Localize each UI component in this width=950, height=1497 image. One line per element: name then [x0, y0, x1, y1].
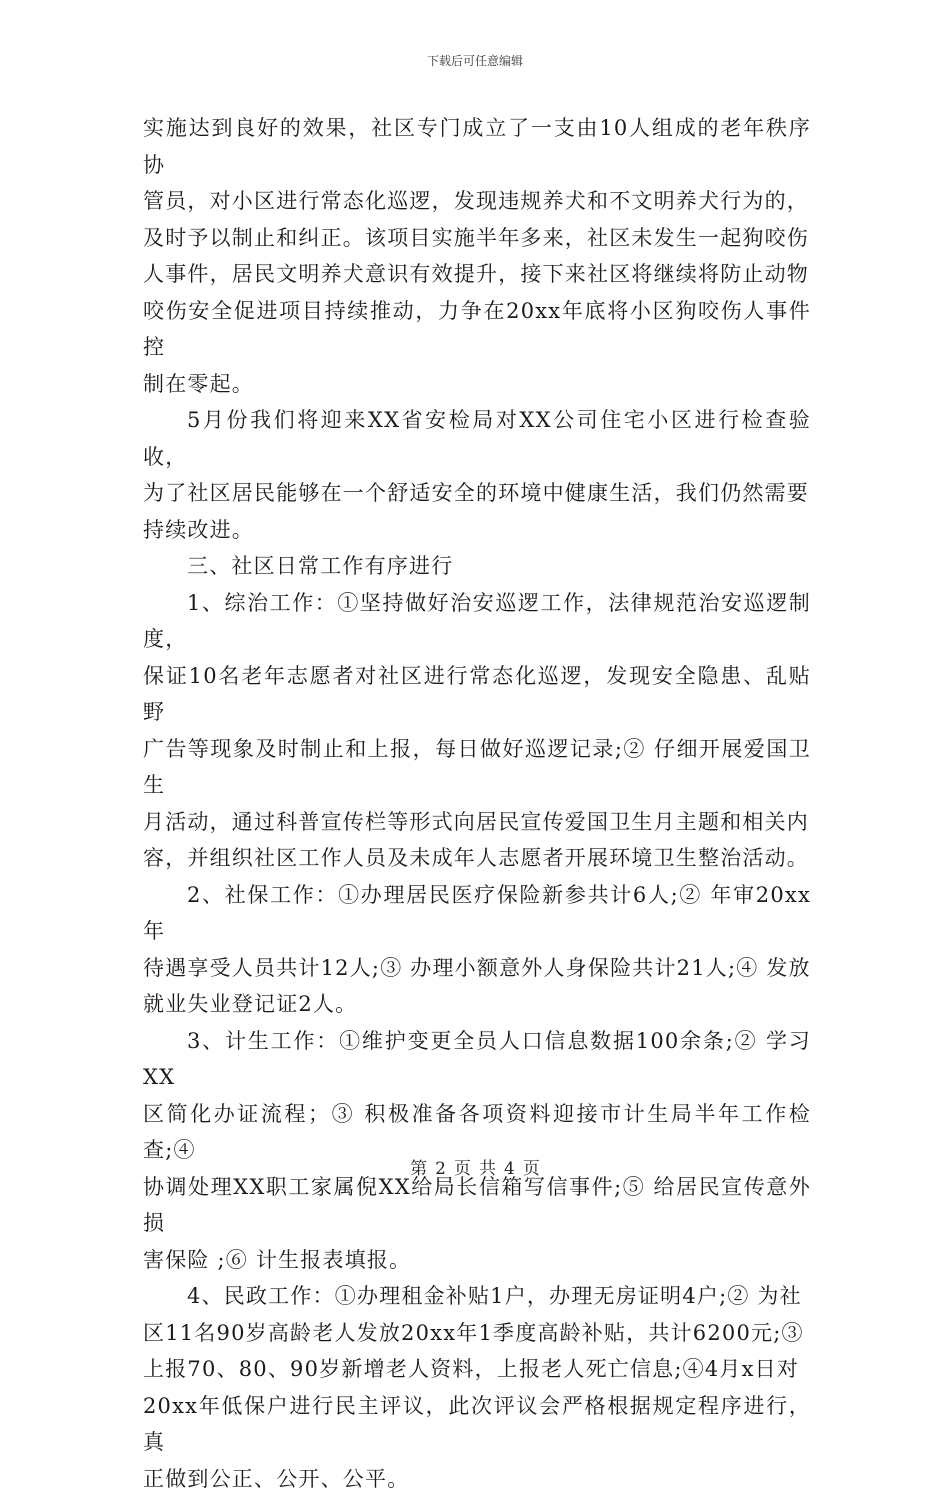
paragraph-civil-affairs: [143, 1278, 811, 1497]
text-line: 协调处理XX职工家属倪XX给局长信箱写信事件;⑤ 给居民宣传意外损: [143, 1174, 811, 1235]
text-line: 实施达到良好的效果，社区专门成立了一支由10人组成的老年秩序协: [143, 116, 811, 177]
text-line: 广告等现象及时制止和上报，每日做好巡逻记录;② 仔细开展爱国卫生: [143, 736, 811, 797]
text-line: 20xx年低保户进行民主评议，此次评议会严格根据规定程序进行，真: [143, 1393, 811, 1454]
text-line: 咬伤安全促进项目持续推动，力争在20xx年底将小区狗咬伤人事件控: [143, 298, 811, 359]
text-line: 正做到公正、公开、公平。: [143, 1466, 410, 1491]
text-line: 1、综治工作：①坚持做好治安巡逻工作，法律规范治安巡逻制度，: [143, 590, 811, 651]
text-line: 人事件，居民文明养犬意识有效提升，接下来社区将继续将防止动物: [143, 262, 809, 286]
text-line: 待遇享受人员共计12人;③ 办理小额意外人身保险共计21人;④ 发放: [143, 955, 811, 980]
text-line: 区11名90岁高龄老人发放20xx年1季度高龄补贴，共计6200元;③: [143, 1320, 804, 1345]
paragraph-continuation: [143, 110, 811, 402]
text-line: 月活动，通过科普宣传栏等形式向居民宣传爱国卫生月主题和相关内: [143, 809, 809, 834]
footer-total-word: 共: [479, 1159, 496, 1179]
paragraph-inspection: [143, 402, 811, 548]
total-pages-number: 4: [504, 1159, 515, 1179]
footer-page-word: 页: [454, 1159, 471, 1179]
footer-suffix: 页: [522, 1159, 540, 1179]
text-line: 2、社保工作：①办理居民医疗保险新参共计6人;② 年审20xx年: [143, 882, 811, 943]
heading-text: 三、社区日常工作有序进行: [187, 554, 454, 578]
page-footer: [0, 1154, 950, 1179]
text-line: 害保险 ;⑥ 计生报表填报。: [143, 1247, 412, 1272]
text-line: 上报70、80、90岁新增老人资料，上报老人死亡信息;④4月x日对: [143, 1357, 800, 1381]
header-text: 下载后可任意编辑: [426, 54, 523, 68]
text-line: 区简化办证流程；③ 积极准备各项资料迎接市计生局半年工作检查;④: [143, 1101, 811, 1162]
page-header: [0, 52, 950, 69]
text-line: 为了社区居民能够在一个舒适安全的环境中健康生活，我们仍然需要: [143, 481, 809, 505]
text-line: 制在零起。: [143, 371, 254, 396]
footer-prefix: 第: [410, 1159, 428, 1179]
text-line: 4、民政工作：①办理租金补贴1户，办理无房证明4户;② 为社: [187, 1284, 802, 1308]
text-line: 持续改进。: [143, 517, 254, 542]
text-line: 5月份我们将迎来XX省安检局对XX公司住宅小区进行检查验收，: [143, 408, 811, 469]
text-line: 及时予以制止和纠正。该项目实施半年多来，社区未发生一起狗咬伤: [143, 225, 809, 250]
text-line: 管员，对小区进行常态化巡逻，发现违规养犬和不文明养犬行为的，: [143, 189, 809, 213]
text-line: 保证10名老年志愿者对社区进行常态化巡逻，发现安全隐患、乱贴野: [143, 663, 811, 724]
text-line: 就业失业登记证2人。: [143, 992, 358, 1016]
paragraph-family-planning: [143, 1023, 811, 1279]
section-heading: [143, 548, 811, 585]
current-page-number: 2: [435, 1159, 446, 1179]
text-line: 容，并组织社区工作人员及未成年人志愿者开展环境卫生整治活动。: [143, 846, 809, 870]
text-line: 3、计生工作：①维护变更全员人口信息数据100余条;② 学习XX: [143, 1028, 811, 1089]
paragraph-social-security: [143, 877, 811, 1023]
document-body: [143, 110, 811, 1497]
paragraph-comprehensive-work: [143, 585, 811, 877]
